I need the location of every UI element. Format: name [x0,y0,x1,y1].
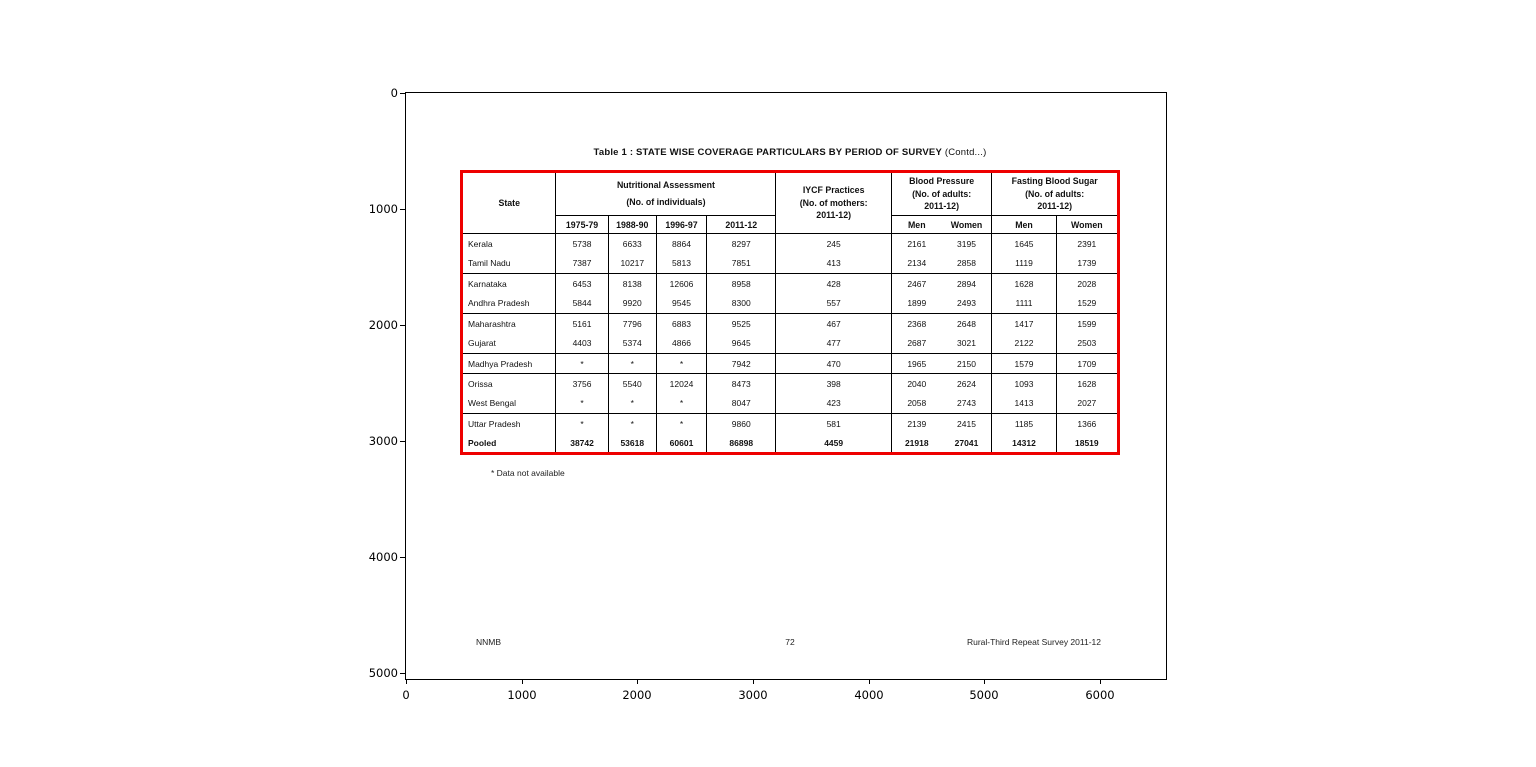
value-cell: 2743 [942,394,992,414]
value-cell: 5540 [608,374,656,394]
data-not-available-note: * Data not available [491,468,565,478]
value-cell: 6453 [556,274,608,294]
value-cell: 2139 [907,418,927,429]
value-cell: 3195 [942,234,992,254]
value-cell: * [656,414,706,434]
value-cell: 21918 [904,437,929,448]
value-cell: 2122 [992,334,1056,354]
fbs-line1: Fasting Blood Sugar [1011,176,1098,187]
value-cell: 245 [776,234,892,254]
table-row [462,334,1119,354]
value-cell: 9920 [608,294,656,314]
value-cell: 7387 [556,254,608,274]
y-tick-mark [400,209,405,210]
value-cell: * [608,414,656,434]
value-cell: 2058 [891,394,941,414]
x-tick-label: 4000 [854,688,884,702]
value-cell: 1579 [992,354,1056,374]
state-cell: Kerala [462,234,556,254]
x-tick-label: 6000 [1085,688,1115,702]
y-tick-mark [400,557,405,558]
value-cell: * [608,394,656,414]
iycf-line3: 2011-12) [816,210,852,221]
value-cell: 8297 [707,234,776,254]
value-cell: 3021 [942,334,992,354]
value-cell: 2624 [942,374,992,394]
value-cell: 7942 [707,354,776,374]
value-cell: 2503 [1056,334,1118,354]
na-title-line1: Nutritional Assessment [616,180,715,190]
table-row [462,414,1119,434]
col-header-fbs-women: Women [1056,216,1118,234]
value-cell: 8300 [707,294,776,314]
value-cell: 12606 [656,274,706,294]
value-cell: 1899 [891,294,941,314]
value-cell: 7851 [707,254,776,274]
table-row [462,254,1119,274]
value-cell: 9645 [707,334,776,354]
value-cell: 14312 [992,434,1056,454]
value-cell: 2040 [907,378,927,389]
bp-line2: (No. of adults: [912,188,972,199]
table-title-suffix: (Contd...) [942,147,987,158]
y-tick-mark [400,93,405,94]
value-cell: 86898 [707,434,776,454]
value-cell: 2648 [942,314,992,334]
x-tick-label: 0 [402,688,410,702]
value-cell: 1965 [891,354,941,374]
value-cell: 2858 [942,254,992,274]
value-cell: 1119 [992,254,1056,274]
value-cell: * [556,354,608,374]
col-header-blood-pressure [891,172,991,216]
value-cell: 398 [776,374,892,394]
value-cell: 1111 [992,294,1056,314]
na-title-line2: (No. of individuals) [626,197,706,207]
table-row [462,374,1119,394]
col-header-year-1988-90: 1988-90 [608,216,656,234]
fbs-line2: (No. of adults: [1025,188,1085,199]
value-cell: 2150 [942,354,992,374]
x-tick-mark [753,679,754,684]
value-cell: * [556,394,608,414]
table-row [462,274,1119,294]
value-cell: 60601 [656,434,706,454]
value-cell: 38742 [556,434,608,454]
value-cell: 1529 [1056,294,1118,314]
table-row [462,434,1119,454]
value-cell: 581 [776,414,892,434]
col-header-bp-women: Women [942,216,992,234]
state-cell: Karnataka [462,274,556,294]
value-cell: 2467 [907,278,927,289]
x-tick-mark [1100,679,1101,684]
value-cell: 1413 [992,394,1056,414]
value-cell: 9860 [707,414,776,434]
value-cell: 8138 [608,274,656,294]
state-cell: Orissa [462,374,556,394]
table-row [462,314,1119,334]
col-header-fbs-men: Men [992,216,1056,234]
bp-line3: 2011-12) [924,201,959,212]
value-cell: 2493 [942,294,992,314]
y-tick-mark [400,673,405,674]
state-cell: Gujarat [462,334,556,354]
data-table [460,170,1120,455]
footer-survey-name: Rural-Third Repeat Survey 2011-12 [966,637,1101,647]
col-header-state: State [462,172,556,234]
col-header-year-2011-12: 2011-12 [707,216,776,234]
value-cell: 1185 [992,414,1056,434]
value-cell: 413 [776,254,892,274]
col-header-nutritional-assessment [556,172,776,216]
value-cell: 470 [776,354,892,374]
value-cell: 12024 [656,374,706,394]
y-tick-label: 1000 [368,202,398,216]
value-cell: 6633 [608,234,656,254]
value-cell: 1599 [1077,318,1097,329]
state-cell: Pooled [462,434,556,454]
table-row [462,394,1119,414]
x-tick-label: 5000 [969,688,999,702]
value-cell: 2028 [1077,278,1097,289]
y-tick-label: 5000 [368,666,398,680]
table-title-main: Table 1 : STATE WISE COVERAGE PARTICULARS BY PERIOD OF SURVEY [593,147,942,158]
y-tick-mark [400,441,405,442]
x-tick-mark [522,679,523,684]
col-header-iycf [776,172,892,234]
value-cell: 2368 [907,318,927,329]
value-cell: 8473 [707,374,776,394]
footer-nnmb: NNMB [476,637,502,647]
fbs-line3: 2011-12) [1037,201,1073,212]
value-cell: 8958 [707,274,776,294]
value-cell: 18519 [1075,437,1099,448]
y-tick-label: 2000 [368,318,398,332]
value-cell: 1739 [1056,254,1118,274]
footer-page-number: 72 [785,637,795,647]
x-tick-label: 3000 [738,688,768,702]
value-cell: * [656,354,706,374]
col-header-year-1996-97: 1996-97 [656,216,706,234]
value-cell: 1628 [992,274,1056,294]
state-cell: Maharashtra [462,314,556,334]
value-cell: 3756 [556,374,608,394]
value-cell: * [556,414,608,434]
col-header-year-1975-79: 1975-79 [556,216,608,234]
value-cell: 9525 [707,314,776,334]
y-tick-label: 0 [390,86,398,100]
value-cell: 5161 [556,314,608,334]
value-cell: 2894 [942,274,992,294]
iycf-line1: IYCF Practices [802,185,865,196]
value-cell: 1645 [992,234,1056,254]
state-cell: Tamil Nadu [462,254,556,274]
y-tick-label: 4000 [368,550,398,564]
value-cell: 6883 [656,314,706,334]
table-body [462,234,1119,454]
value-cell: 9545 [656,294,706,314]
iycf-line2: (No. of mothers: [799,197,868,208]
value-cell: 1093 [992,374,1056,394]
state-cell: West Bengal [462,394,556,414]
value-cell: 2027 [1056,394,1118,414]
x-tick-mark [406,679,407,684]
value-cell: 2391 [1077,238,1097,249]
table-row [462,234,1119,254]
value-cell: * [608,354,656,374]
value-cell: 5844 [556,294,608,314]
value-cell: 2134 [891,254,941,274]
x-tick-mark [984,679,985,684]
value-cell: 8047 [707,394,776,414]
x-tick-label: 2000 [622,688,652,702]
value-cell: 467 [776,314,892,334]
plot-axes [368,86,1167,702]
state-cell: Uttar Pradesh [462,414,556,434]
col-header-fasting-blood-sugar [992,172,1119,216]
value-cell: * [656,394,706,414]
value-cell: 1709 [1056,354,1118,374]
y-tick-mark [400,325,405,326]
y-tick-label: 3000 [368,434,398,448]
value-cell: 7796 [608,314,656,334]
table-title [460,147,1120,158]
value-cell: 1366 [1077,418,1097,429]
state-cell: Madhya Pradesh [462,354,556,374]
col-header-bp-men: Men [891,216,941,234]
table-row [462,294,1119,314]
value-cell: 5374 [608,334,656,354]
value-cell: 2415 [942,414,992,434]
value-cell: 53618 [608,434,656,454]
value-cell: 4459 [776,434,892,454]
value-cell: 8864 [656,234,706,254]
value-cell: 428 [776,274,892,294]
value-cell: 477 [776,334,892,354]
x-tick-label: 1000 [507,688,537,702]
value-cell: 4403 [556,334,608,354]
value-cell: 5813 [656,254,706,274]
table-row [462,354,1119,374]
state-cell: Andhra Pradesh [462,294,556,314]
value-cell: 423 [776,394,892,414]
x-tick-mark [637,679,638,684]
x-tick-mark [869,679,870,684]
value-cell: 1417 [992,314,1056,334]
value-cell: 27041 [942,434,992,454]
value-cell: 1628 [1077,378,1097,389]
value-cell: 557 [776,294,892,314]
value-cell: 2687 [891,334,941,354]
value-cell: 10217 [608,254,656,274]
value-cell: 4866 [656,334,706,354]
bp-line1: Blood Pressure [909,176,975,187]
value-cell: 5738 [556,234,608,254]
value-cell: 2161 [907,238,927,249]
